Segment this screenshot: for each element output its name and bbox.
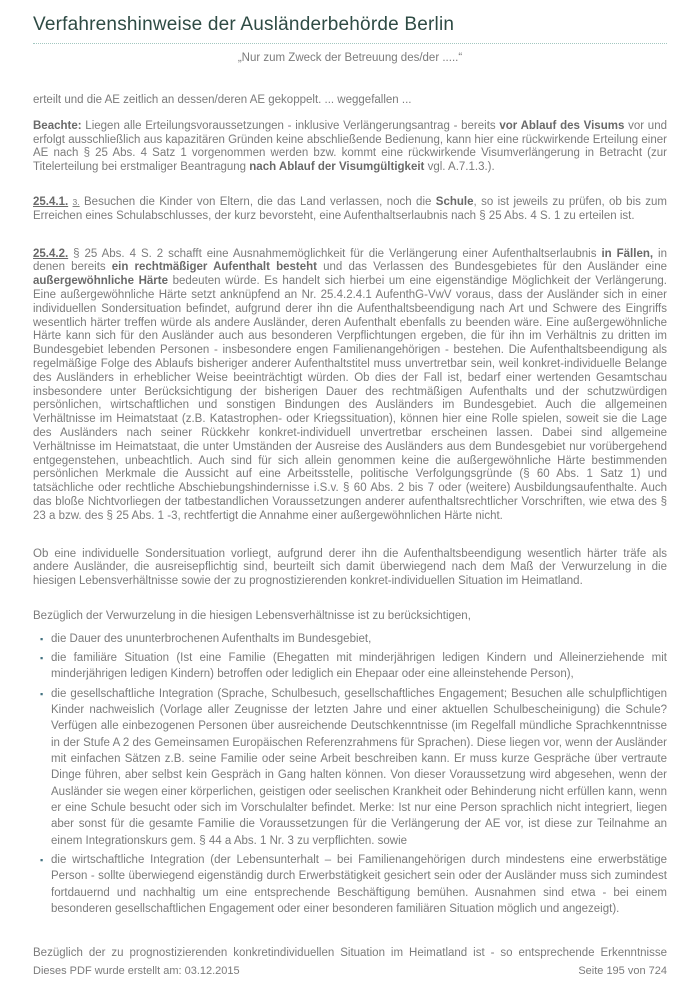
text-segment: und das Verlassen des Bundesgebietes für den Ausländer eine (317, 261, 667, 274)
list-item-text: die wirtschaftliche Integration (der Lebensunterhalt – bei Familienangehörigen durch mindestens eine erwerbstätige Person - sollte überwiegend eigenständig durch Erwerbstätigkeit gesichert sein oder der Ausländer muss sich zumindest fortdauernd und nachhaltig um eine entsprechende Beschäftigung bemühen. Ausnahmen sind etwa - bei einem besonderen gesellschaftlichen Engagement oder einer besonderen familiären Situation möglich und angezeigt). (51, 853, 667, 915)
text-segment: nach Ablauf der Visumgültigkeit (249, 161, 425, 174)
document-subtitle: „Nur zum Zweck der Betreuung des/der .....“ (237, 52, 463, 64)
list-item-text: die familiäre Situation (Ist eine Familie (Ehegatten mit minderjährigen ledigen Kindern und Alleinerziehende mit minderjährigen ledigen Kindern) betroffen oder lediglich ein Ehepaar oder eine alleinstehende Person), (51, 652, 667, 681)
paragraph-intro: erteilt und die AE zeitlich an dessen/deren AE gekoppelt. ... weggefallen ... (33, 94, 412, 106)
list-item-text: die gesellschaftliche Integration (Sprache, Schulbesuch, gesellschaftliches Engagement; Besuchen alle schulpflichtigen Kinder nachweislich (Vorlage aller Zeugnisse der letzten Jahre und einer aktuellen Schulbescheinigung) die Schule? Verfügen alle einbezogenen Personen über ausreichende Deutschkenntnisse (im Regelfall mündliche Sprachkenntnisse in der Stufe A 2 des Gemeinsamen Europäischen Referenzrahmens für Sprachen). Diese liegen vor, wenn der Ausländer mit einfachen Sätzen z.B. seine Familie oder seine Arbeit beschreiben kann. Er muss kurze Gespräche über vertraute Dinge führen, aber selbst kein Gespräch in Gang halten können. Von dieser Voraussetzung wird abgesehen, wenn der Ausländer sie wegen einer körperlichen, geistigen oder seelischen Krankheit oder Behinderung nicht erfüllen kann, wenn er eine Schule besucht oder sich im Vorschulalter befindet. Merke: Ist nur eine Person sprachlich nicht integriert, liegen aber sonst für die gesamte Familie die Voraussetzungen für die Verlängerung der AE vor, ist diese zur Teilnahme an einem Integrationskurs gem. § 44 a Abs. 1 Nr. 3 zu verpflichten. sowie (51, 687, 667, 847)
text-segment: vor Ablauf des Visums (499, 119, 625, 132)
paragraph-25-4-1 (33, 196, 667, 224)
page-title: Verfahrenshinweise der Ausländerbehörde Berlin (33, 14, 667, 44)
text-segment: Schule (435, 195, 474, 208)
bullet-square-icon: ▪ (40, 653, 44, 664)
list-item (40, 631, 667, 647)
bullet-square-icon: ▪ (40, 688, 44, 699)
page-footer (33, 965, 667, 977)
footer-page-number: Seite 195 von 724 (578, 965, 667, 977)
text-segment: bedeuten würde. Es handelt sich hierbei um eine eigenständige Möglichkeit der Verlängerung. Eine außergewöhnliche Härte setzt anknüpfend an Nr. 25.4.2.4.1 AufenthG-VwV voraus, dass der Ausländer sich in einer individuellen Sondersituation befindet, aufgrund derer ihn die Aufenthaltsbeendigung nach Art und Schwere des Eingriffs wesentlich härter treffen würde als andere Ausländer, deren Aufenthalt ebenfalls zu beenden wäre. Eine außergewöhnliche Härte kann sich für den Ausländer auch aus besonderen Verpflichtungen ergeben, die für ihn im Verhältnis zu dritten im Bundesgebiet lebenden Personen - insbesondere engen Familienangehörigen - bestehen. Die Aufenthaltsbeendigung als regelmäßige Folge des Ablaufs bisheriger anderer Aufenthaltstitel muss unvertretbar sein, weil konkret-individuelle Belange des Ausländers in erheblicher Weise beeinträchtigt würden. Ob dies der Fall ist, bedarf einer wertenden Gesamtschau insbesondere unter Berücksichtigung der bisherigen Dauer des rechtmäßigen Aufenthalts und der schutzwürdigen persönlichen, wirtschaftlichen und sonstigen Bindungen des Ausländers im Bundesgebiet. Auch die allgemeinen Verhältnisse im Heimatstaat (z.B. Katastrophen- oder Kriegssituation), können hier eine Rolle spielen, soweit sie die Lage des Ausländers nach seiner Rückkehr konkret-individuell unvertretbar erscheinen lassen. Dabei sind allgemeine Verhältnisse im Heimatstaat, die unter Umständen der Ausreise des Ausländers aus dem Bundesgebiet nur vorübergehend entgegenstehen, unbeachtlich. Auch sind für sich allein genommen keine die außergewöhnliche Härte bestimmenden persönlichen Merkmale die Aussicht auf eine Arbeitsstelle, politische Verfolgungsgründe (§ 60 Abs. 1 Satz 1) und tatsächliche oder rechtliche Abschiebungshindernisse i.S.v. § 60 Abs. 2 bis 7 oder (weitere) Ausbildungsaufenthalte. Auch das bloße Nichtvorliegen der tatbestandlichen Voraussetzungen anderer aufenthaltsrechtlicher Vorschriften, wie etwa des § 23 a bzw. des § 25 Abs. 1 -3, rechtfertigt die Annahme einer außergewöhnlichen Härte nicht. (33, 275, 667, 522)
text-segment: 3. (72, 196, 80, 207)
text-segment: ein rechtmäßiger Aufenthalt besteht (111, 261, 317, 274)
text-segment: außergewöhnliche Härte (33, 275, 168, 288)
text-segment: 25.4.2. (33, 247, 69, 260)
text-segment: , so ist jeweils zu prüfen, ob bis zum Erreichen eines Schulabschlusses, der kurz bevorsteht, eine Aufenthaltserlaubnis nach § 25 Abs. 4 S. 1 zu erteilen ist. (33, 195, 667, 222)
text-segment: in Fällen, (601, 247, 654, 260)
list-item (40, 852, 667, 917)
text-segment: 25.4.1. (33, 195, 69, 208)
text-segment: § 25 Abs. 4 S. 2 schafft eine Ausnahmemöglichkeit für die Verlängerung einer Aufenthaltserlaubnis (68, 247, 602, 260)
bullet-square-icon: ▪ (40, 854, 44, 865)
text-segment: Besuchen die Kinder von Eltern, die das Land verlassen, noch die (79, 195, 436, 208)
list-item-text: die Dauer des ununterbrochenen Aufenthalts im Bundesgebiet, (51, 632, 372, 645)
text-segment: Beachte: (33, 119, 82, 132)
list-item (40, 686, 667, 849)
paragraph-closing: Bezüglich der zu prognostizierenden konkretindividuellen Situation im Heimatland ist - so entsprechende Erkenntnisse (33, 947, 667, 960)
paragraph-beachte (33, 120, 667, 175)
text-segment: in denen bereits (33, 247, 667, 274)
paragraph-sondersituation: Ob eine individuelle Sondersituation vorliegt, aufgrund derer ihn die Aufenthaltsbeendigung wesentlich härter träfe als andere Ausländer, die ausreisepflichtig sind, beurteilt sich damit überwiegend nach dem Maß der Verwurzelung in die hiesigen Lebensverhältnisse sowie der zu prognostizierenden konkret-individuellen Situation im Heimatland. (33, 547, 667, 588)
text-segment: vgl. A.7.1.3.). (424, 161, 495, 174)
paragraph-25-4-2 (33, 248, 667, 524)
text-segment: Liegen alle Erteilungsvoraussetzungen - inklusive Verlängerungsantrag - bereits (81, 119, 500, 132)
paragraph-verwurzelung-intro: Bezüglich der Verwurzelung in die hiesigen Lebensverhältnisse ist zu berücksichtigen, (33, 609, 471, 622)
footer-created-date: Dieses PDF wurde erstellt am: 03.12.2015 (33, 965, 240, 977)
list-item (40, 650, 667, 683)
criteria-list (33, 631, 667, 918)
text-segment: vor und erfolgt ausschließlich aus kapazitären Gründen keine abschließende Bedienung, kann hier eine rückwirkende Erteilung einer AE nach § 25 Abs. 4 Satz 1 vorgenommen werden bzw. kommt eine rückwirkende Visumverlängerung in Betracht (zur Titelerteilung bei erstmaliger Beantragung (33, 119, 667, 174)
bullet-square-icon: ▪ (40, 633, 44, 644)
